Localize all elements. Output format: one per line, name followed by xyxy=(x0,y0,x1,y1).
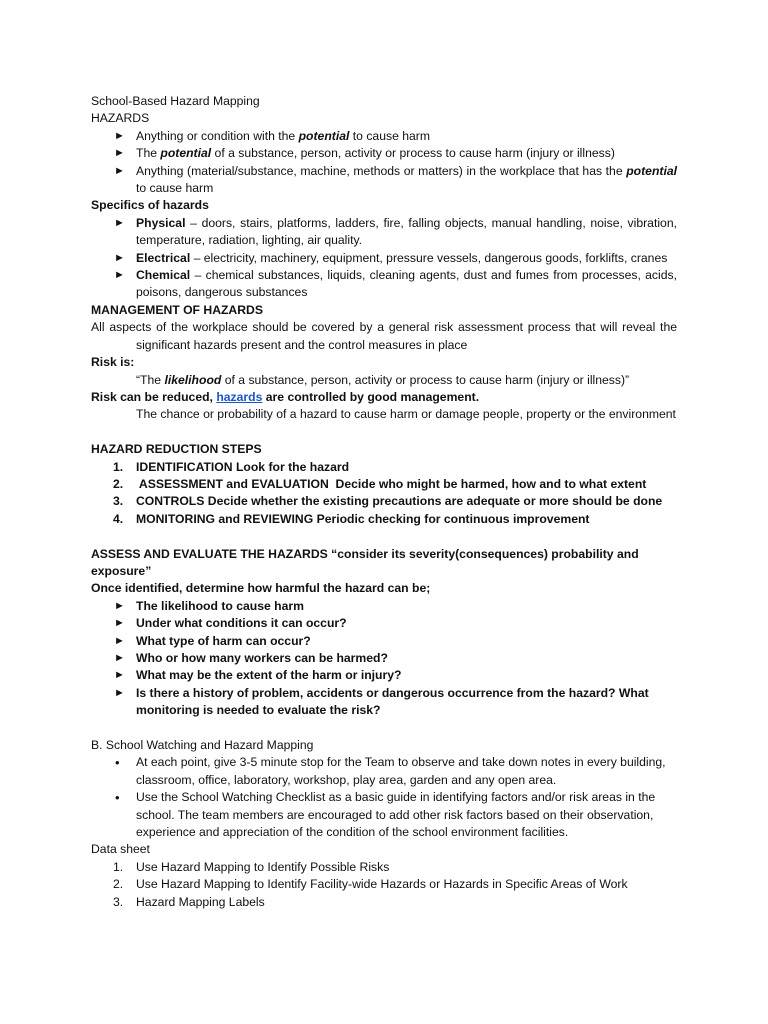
steps-list xyxy=(91,459,677,529)
arrow-bullet-icon: ► xyxy=(114,669,125,682)
list-item: ► The potential of a substance, person, activity or process to cause harm (injury or illness) xyxy=(91,145,677,162)
assess-list xyxy=(91,598,677,720)
spacer xyxy=(91,424,677,441)
list-item: ► Anything or condition with the potential to cause harm xyxy=(91,128,677,145)
list-item: ► Chemical – chemical substances, liquids, cleaning agents, dust and fumes from processes, acids, poisons, dangerous substances xyxy=(114,268,677,300)
list-item: ► The likelihood to cause harm xyxy=(91,598,677,615)
steps-heading: HAZARD REDUCTION STEPS xyxy=(91,442,262,457)
list-item: ► Who or how many workers can be harmed? xyxy=(91,650,677,667)
list-item: 1. Use Hazard Mapping to Identify Possible Risks xyxy=(113,859,390,874)
list-item: • Use the School Watching Checklist as a basic guide in identifying factors and/or risk areas in the school. The team members are encouraged to add other risk factors based on their observation, experience and appreciation of the condition of the school environment facilities. xyxy=(115,790,656,840)
arrow-bullet-icon: ► xyxy=(114,129,125,142)
spacer xyxy=(91,720,677,737)
list-item: ► What may be the extent of the harm or injury? xyxy=(91,667,677,684)
section-b-list xyxy=(91,754,677,841)
risk-quote: “The likelihood of a substance, person, activity or process to cause harm (injury or illness)” xyxy=(136,372,630,387)
datasheet-list xyxy=(91,859,677,911)
list-item: ► Physical – doors, stairs, platforms, ladders, fire, falling objects, manual handling, noise, vibration, temperature, radiation, lighting, air quality. xyxy=(114,215,677,248)
arrow-bullet-icon: ► xyxy=(114,599,125,612)
risk-reduced-line: Risk can be reduced, hazards are controlled by good management. xyxy=(91,389,480,404)
arrow-bullet-icon: ► xyxy=(114,147,125,160)
document-body xyxy=(91,93,677,911)
specifics-list xyxy=(91,215,677,302)
hazards-link[interactable]: hazards xyxy=(216,389,263,404)
list-item: ► Under what conditions it can occur? xyxy=(91,615,677,632)
risk-heading: Risk is: xyxy=(91,355,135,370)
assess-subheading: Once identified, determine how harmful the hazard can be; xyxy=(91,581,431,596)
list-item: ► What type of harm can occur? xyxy=(91,633,677,650)
hazards-heading: HAZARDS xyxy=(91,111,150,126)
specifics-heading: Specifics of hazards xyxy=(91,198,209,213)
bullet-dot-icon: • xyxy=(115,790,120,806)
list-item: 3. CONTROLS Decide whether the existing precautions are adequate or more should be done xyxy=(113,494,663,509)
assess-heading: ASSESS AND EVALUATE THE HAZARDS “consider its severity(consequences) probability and exposure” xyxy=(91,546,639,578)
list-item: • At each point, give 3-5 minute stop for the Team to observe and take down notes in every building, classroom, office, laboratory, workshop, play area, garden and any open area. xyxy=(115,755,666,787)
hazard-definitions-list xyxy=(91,128,677,198)
arrow-bullet-icon: ► xyxy=(114,251,125,264)
arrow-bullet-icon: ► xyxy=(114,634,125,647)
bullet-dot-icon: • xyxy=(115,755,120,771)
management-heading: MANAGEMENT OF HAZARDS xyxy=(91,302,263,317)
list-item: ► Electrical – electricity, machinery, equipment, pressure vessels, dangerous goods, forklifts, cranes xyxy=(91,250,677,267)
spacer xyxy=(91,528,677,545)
arrow-bullet-icon: ► xyxy=(114,686,125,699)
datasheet-heading: Data sheet xyxy=(91,842,150,857)
list-item: 3. Hazard Mapping Labels xyxy=(113,894,265,909)
section-b-heading: B. School Watching and Hazard Mapping xyxy=(91,737,314,752)
arrow-bullet-icon: ► xyxy=(114,164,125,177)
document-title: School-Based Hazard Mapping xyxy=(91,94,260,108)
arrow-bullet-icon: ► xyxy=(114,216,125,229)
list-item: 1. IDENTIFICATION Look for the hazard xyxy=(113,459,350,474)
list-item: ► Is there a history of problem, accidents or dangerous occurrence from the hazard? What monitoring is needed to evaluate the risk? xyxy=(114,685,649,718)
arrow-bullet-icon: ► xyxy=(114,617,125,630)
chance-paragraph: The chance or probability of a hazard to cause harm or damage people, property or the environment xyxy=(136,407,676,422)
list-item: 2. ASSESSMENT and EVALUATION Decide who might be harmed, how and to what extent xyxy=(113,476,647,491)
list-item: 2. Use Hazard Mapping to Identify Facility-wide Hazards or Hazards in Specific Areas of Work xyxy=(113,877,628,892)
list-item: ► Anything (material/substance, machine, methods or matters) in the workplace that has the potential to cause harm xyxy=(114,163,677,196)
list-item: 4. MONITORING and REVIEWING Periodic checking for continuous improvement xyxy=(113,511,590,526)
management-paragraph: All aspects of the workplace should be covered by a general risk assessment process that will reveal the significant hazards present and the control measures in place xyxy=(91,320,677,352)
arrow-bullet-icon: ► xyxy=(114,269,125,282)
arrow-bullet-icon: ► xyxy=(114,651,125,664)
